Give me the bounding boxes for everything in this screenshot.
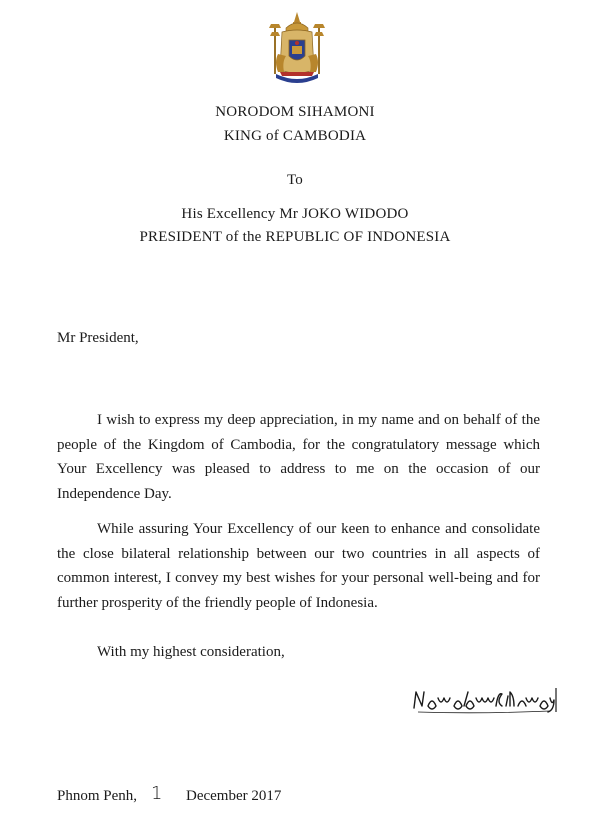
place-line: Phnom Penh, [57,788,138,804]
date-month-year: December 2017 [186,788,282,804]
recipient-title: PRESIDENT of the REPUBLIC OF INDONESIA [139,229,451,245]
sender-title: KING of CAMBODIA [223,128,367,144]
royal-arms-emblem-icon [264,10,330,86]
body-paragraph-1: I wish to express my deep appreciation, in my name and on behalf of the people of the Kingdom of Cambodia, for the congratulatory message which Your Excellency was pleased to address to me on the occasion of our Independence Day. [57,412,540,502]
salutation: Mr President, [57,330,139,346]
sender-name: NORODOM SIHAMONI [215,104,375,120]
recipient-name: His Excellency Mr JOKO WIDODO [181,206,409,222]
to-label: To [286,172,303,188]
date-day-handwritten: 1 [151,783,163,804]
body-paragraph-2: While assuring Your Excellency of our keen to enhance and consolidate the close bilateral relationship between our two countries in all aspects of common interest, I convey my best wishes for your personal well-being and for further prosperity of the friendly people of Indonesia. [57,521,540,611]
handwritten-signature [410,684,560,714]
closing-line: With my highest consideration, [97,644,285,660]
